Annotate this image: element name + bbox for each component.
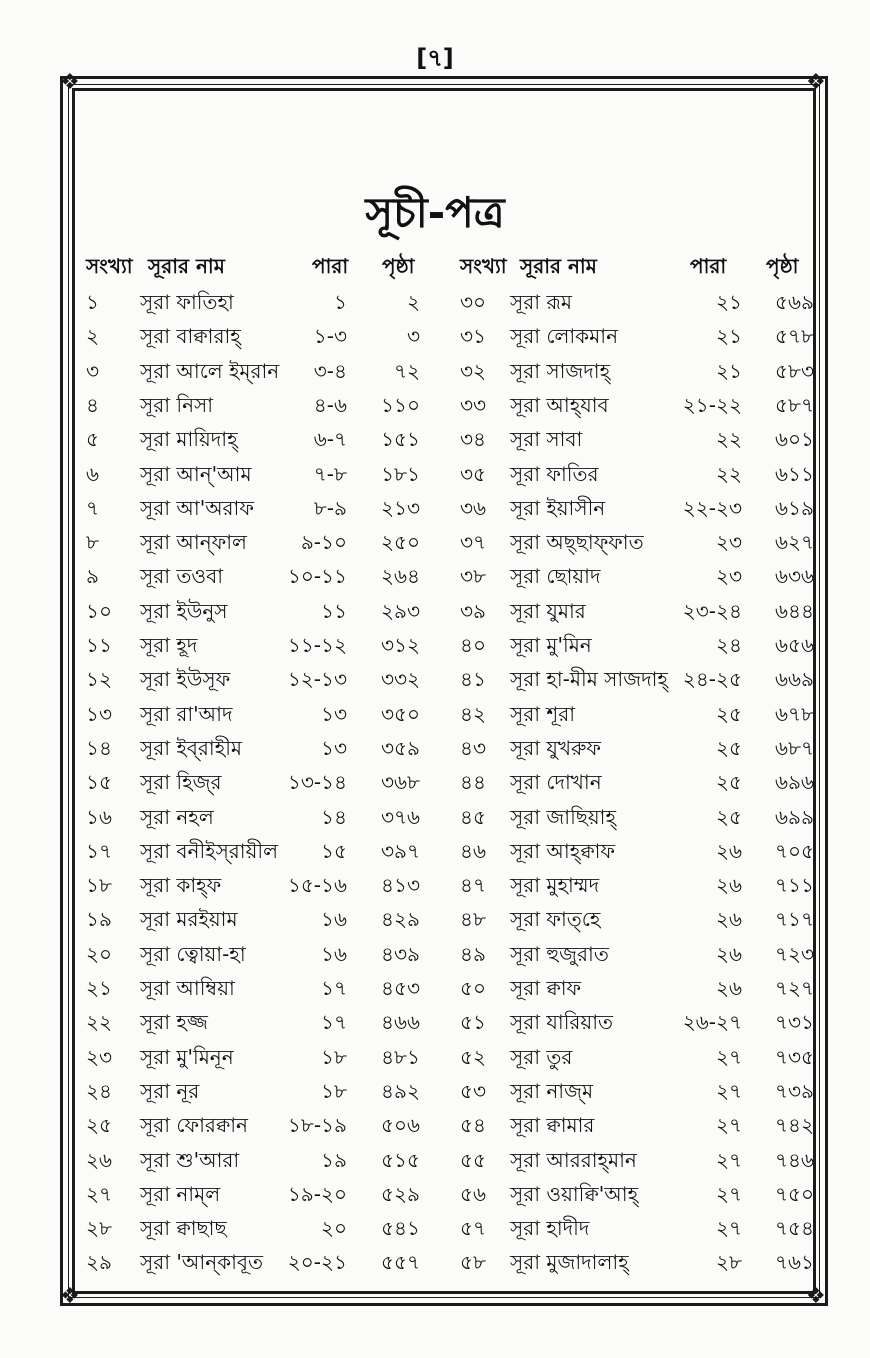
surah-name: সূরা বনীইস্‌রায়ীল [140, 838, 278, 863]
para-value: ২৬ [715, 838, 742, 863]
surah-name: সূরা সাজদাহ্ [510, 358, 611, 383]
page-value: ৬১১ [775, 461, 814, 486]
page-value: ৬৫৬ [775, 633, 814, 657]
surah-name: সূরা অছ্‌ছাফ্‌ফাত [510, 530, 644, 555]
para-value: ২৭ [715, 1078, 742, 1103]
page-value: ৫৫৭ [381, 1250, 420, 1275]
surah-name: সূরা ছোয়াদ [510, 564, 601, 589]
page-value: ৭১১ [775, 873, 814, 898]
surah-number: ৪৫ [460, 804, 486, 829]
surah-name: সূরা ফোরক্বান [140, 1113, 248, 1138]
table-row [0, 562, 870, 596]
surah-number: ৪ [86, 392, 99, 417]
surah-number: ১১ [86, 633, 112, 657]
page-title: সূচী-পত্র [365, 188, 505, 237]
surah-name: সূরা দোখান [510, 770, 602, 795]
table-row [0, 391, 870, 425]
para-value: ১৩ [321, 735, 347, 760]
surah-name: সূরা ক্বাছাছ [140, 1216, 227, 1241]
surah-name: সূরা হাদীদ [510, 1216, 590, 1241]
page-value: ৭৬১ [775, 1250, 814, 1275]
para-value: ১৮ [321, 1078, 347, 1103]
para-value: ২২ [715, 427, 742, 452]
surah-name: সূরা আলে ইম্‌রান [140, 358, 280, 383]
para-value: ১১ [321, 598, 347, 623]
para-value: ২৩-২৪ [682, 598, 742, 623]
surah-number: ৫৫ [460, 1147, 486, 1172]
para-value: ১ [334, 290, 347, 314]
para-value: ২৫ [716, 770, 742, 795]
surah-name: সূরা নহল [140, 804, 214, 829]
surah-number: ৩৮ [460, 564, 486, 589]
surah-name: সূরা হুজুরাত [510, 941, 609, 966]
para-value: ৭-৮ [313, 461, 347, 486]
surah-number: ৪৪ [460, 770, 486, 795]
page-value: ৬৯৬ [775, 770, 814, 795]
para-value: ১২-১৩ [287, 667, 347, 692]
page-value: ৭৪৬ [775, 1147, 814, 1172]
surah-name: সূরা আম্বিয়া [140, 976, 235, 1000]
surah-number: ৩৩ [460, 392, 487, 417]
surah-number: ৩৭ [460, 530, 487, 555]
page-value: ৩৯৭ [381, 838, 420, 863]
header-name-2: সূরার নাম [520, 254, 597, 278]
surah-name: সূরা আহ্‌যাব [510, 392, 609, 417]
table-row [0, 288, 870, 322]
surah-number: ২৯ [86, 1250, 112, 1275]
para-value: ১৮-১৯ [287, 1113, 347, 1138]
surah-name: সূরা নূর [140, 1078, 200, 1103]
page-value: ২ [406, 290, 420, 314]
para-value: ২৫ [716, 735, 742, 760]
surah-name: সূরা নিসা [140, 392, 214, 417]
page-value: ৩১২ [381, 633, 420, 657]
surah-number: ৫২ [460, 1044, 486, 1069]
table-row [0, 837, 870, 871]
para-value: ১০-১১ [287, 564, 347, 589]
surah-name: সূরা আন্‌ফাল [140, 530, 247, 555]
table-row [0, 631, 870, 665]
surah-number: ৩৯ [460, 598, 486, 623]
page-value: ৬৮৭ [775, 735, 814, 760]
para-value: ২১ [716, 324, 742, 349]
page-value: ৫২৯ [381, 1181, 420, 1206]
para-value: ২১ [716, 290, 742, 314]
table-row [0, 460, 870, 494]
page-value: ৭২ [393, 358, 420, 383]
corner-ornament-icon: ❖ [806, 70, 826, 95]
surah-number: ২২ [86, 1010, 113, 1035]
para-value: ১৯ [321, 1147, 347, 1172]
para-value: ১৪ [321, 804, 347, 829]
table-row [0, 974, 870, 1008]
para-value: ২৫ [716, 701, 742, 726]
page-value: ১১০ [381, 392, 420, 417]
para-value: ২৫ [716, 804, 742, 829]
page-value: ৭৪২ [775, 1113, 814, 1138]
surah-name: সূরা শু'আরা [140, 1147, 240, 1172]
para-value: ৩-৪ [313, 358, 347, 383]
corner-ornament-icon: ❖ [60, 1284, 80, 1309]
table-row [0, 768, 870, 802]
page-value: ৭০৫ [775, 838, 814, 863]
surah-number: ২৮ [86, 1216, 112, 1241]
surah-number: ১৭ [86, 838, 112, 863]
surah-number: ২৪ [86, 1078, 112, 1103]
surah-number: ৪৬ [460, 838, 486, 863]
table-row [0, 1248, 870, 1282]
para-value: ২৬ [715, 976, 742, 1000]
para-value: ২৭ [715, 1181, 742, 1206]
surah-number: ৪০ [460, 633, 486, 657]
para-value: ১৬ [321, 941, 347, 966]
table-row [0, 322, 870, 356]
table-row [0, 905, 870, 939]
surah-number: ২৫ [86, 1113, 112, 1138]
surah-name: সূরা নাম্‌ল [140, 1181, 221, 1206]
page-value: ৩৬৮ [381, 770, 420, 795]
surah-name: সূরা বাক্বারাহ্ [140, 324, 241, 349]
table-row [0, 665, 870, 699]
surah-number: ১০ [86, 598, 112, 623]
surah-name: সূরা মায়িদাহ্ [140, 427, 238, 452]
para-value: ১৯-২০ [287, 1181, 347, 1206]
surah-number: ৯ [86, 564, 99, 589]
para-value: ১৩-১৪ [287, 770, 347, 795]
page-value: ৪৬৬ [381, 1010, 420, 1035]
para-value: ২৬ [715, 873, 742, 898]
surah-name: সূরা ইব্‌রাহীম [140, 735, 243, 760]
para-value: ১৭ [321, 1010, 347, 1035]
para-value: ১৬ [321, 907, 347, 932]
para-value: ২৭ [715, 1216, 742, 1241]
surah-number: ৩১ [460, 324, 486, 349]
surah-name: সূরা যারিয়াত [510, 1010, 614, 1035]
surah-number: ২৭ [86, 1181, 113, 1206]
header-number-2: সংখ্যা [460, 254, 507, 278]
surah-name: সূরা যুমার [510, 598, 586, 623]
surah-number: ৫ [86, 427, 99, 452]
surah-name: সূরা ইয়াসীন [510, 495, 606, 520]
surah-name: সূরা হিজ্‌র [140, 770, 222, 795]
surah-number: ২০ [86, 941, 113, 966]
page-value: ৬৭৮ [775, 701, 814, 726]
para-value: ২৮ [716, 1250, 742, 1275]
page-value: ৭৩৫ [775, 1044, 814, 1069]
para-value: ৮-৯ [313, 495, 347, 520]
surah-number: ৫৭ [460, 1216, 486, 1241]
surah-name: সূরা লোকমান [510, 324, 619, 349]
surah-number: ৩৪ [460, 427, 486, 452]
para-value: ২৬ [715, 907, 742, 932]
surah-number: ৪৯ [460, 941, 486, 966]
page-value: ৫৬৯ [775, 290, 814, 314]
para-value: ২৩ [715, 530, 742, 555]
para-value: ২৭ [715, 1147, 742, 1172]
surah-number: ৩০ [460, 290, 487, 314]
surah-name: সূরা ক্বামার [510, 1113, 595, 1138]
table-row [0, 1043, 870, 1077]
table-row [0, 871, 870, 905]
surah-name: সূরা সাবা [510, 427, 583, 452]
surah-number: ৫১ [460, 1010, 486, 1035]
surah-name: সূরা রূম [510, 290, 573, 314]
surah-name: সূরা ত্বোয়া-হা [140, 941, 246, 966]
surah-name: সূরা হা-মীম সাজদাহ্ [510, 667, 668, 692]
para-value: ২৩ [715, 564, 742, 589]
para-value: ৬-৭ [313, 427, 347, 452]
surah-number: ১৪ [86, 735, 112, 760]
surah-name: সূরা নাজ্‌ম [510, 1078, 594, 1103]
page-value: ৩৫০ [381, 701, 420, 726]
surah-number: ৫০ [460, 976, 486, 1000]
page-value: ২৯৩ [381, 598, 420, 623]
surah-name: সূরা হজ্জ [140, 1010, 208, 1035]
page-number: [৭] [416, 44, 454, 72]
surah-name: সূরা তওবা [140, 564, 224, 589]
page-value: ৬৪৪ [775, 598, 814, 623]
para-value: ১১-১২ [287, 633, 347, 657]
header-page-2: পৃষ্ঠা [766, 254, 799, 278]
page-value: ৩৭৬ [380, 804, 420, 829]
para-value: ২২-২৩ [682, 495, 742, 520]
table-row [0, 940, 870, 974]
page-value: ৬৩৬ [774, 564, 814, 589]
para-value: ১৫-১৬ [287, 873, 347, 898]
surah-number: ১৬ [86, 804, 112, 829]
surah-name: সূরা ক্বাফ [510, 976, 582, 1000]
para-value: ২১ [716, 358, 742, 383]
surah-number: ৫৩ [460, 1078, 486, 1103]
surah-number: ৬ [86, 461, 100, 486]
page-value: ২৬৪ [381, 564, 420, 589]
corner-ornament-icon: ❖ [60, 70, 80, 95]
surah-name: সূরা হূদ [140, 633, 198, 657]
surah-name: সূরা মু'মিন [510, 633, 592, 657]
page-value: ৪৩৯ [381, 941, 420, 966]
page-value: ৭৩৯ [775, 1078, 814, 1103]
page-value: ৫৭৮ [775, 324, 814, 349]
page-value: ১৮১ [381, 461, 420, 486]
surah-number: ৪১ [460, 667, 486, 692]
header-para: পারা [312, 254, 349, 278]
corner-ornament-icon: ❖ [806, 1284, 826, 1309]
surah-name: সূরা জাছিয়াহ্ [510, 804, 616, 829]
para-value: ২৪-২৫ [682, 667, 742, 692]
table-row [0, 425, 870, 459]
surah-name: সূরা আন্‌'আম [140, 461, 252, 486]
surah-name: সূরা ওয়াক্বি'আহ্ [510, 1181, 639, 1206]
para-value: ২০-২১ [287, 1250, 347, 1275]
page-value: ১৫১ [381, 427, 420, 452]
page-value: ৪৯২ [381, 1078, 420, 1103]
para-value: ২২ [715, 461, 742, 486]
para-value: ২০ [320, 1216, 347, 1241]
table-row [0, 528, 870, 562]
surah-number: ৩৫ [460, 461, 486, 486]
table-row [0, 700, 870, 734]
para-value: ২৬ [715, 941, 742, 966]
surah-name: সূরা ফাতিহা [140, 290, 234, 314]
para-value: ২৬-২৭ [682, 1010, 742, 1035]
header-name: সূরার নাম [148, 254, 225, 278]
surah-name: সূরা রা'আদ [140, 701, 233, 726]
surah-name: সূরা ফাত্‌হে [510, 907, 601, 932]
para-value: ২৭ [715, 1113, 742, 1138]
table-row [0, 1008, 870, 1042]
surah-name: সূরা তুর [510, 1044, 573, 1069]
para-value: ২৭ [715, 1044, 742, 1069]
page-value: ৫৪১ [381, 1216, 420, 1241]
para-value: ৪-৬ [313, 392, 347, 417]
table-row [0, 1146, 870, 1180]
surah-name: সূরা শূরা [510, 701, 576, 726]
surah-name: সূরা মুজাদালাহ্ [510, 1250, 629, 1275]
surah-number: ১৯ [86, 907, 112, 932]
page-value: ৬৯৯ [775, 804, 814, 829]
surah-number: ৪৭ [460, 873, 486, 898]
page-value: ৪১৩ [381, 873, 420, 898]
surah-number: ১৮ [86, 873, 112, 898]
surah-number: ৫৮ [460, 1250, 486, 1275]
surah-number: ১ [86, 290, 99, 314]
page-value: ৭৫৪ [775, 1216, 814, 1241]
page-value: ৪৮১ [381, 1044, 420, 1069]
surah-number: ২ [86, 324, 100, 349]
page-value: ৫১৫ [381, 1147, 420, 1172]
page-value: ৪২৯ [381, 907, 420, 932]
surah-number: ৪২ [460, 701, 486, 726]
surah-number: ২৬ [86, 1147, 113, 1172]
surah-number: ৩২ [460, 358, 487, 383]
para-value: ২৪ [716, 633, 742, 657]
header-page: পৃষ্ঠা [382, 254, 415, 278]
page-value: ৩৩২ [380, 667, 420, 692]
para-value: ১৫ [321, 838, 347, 863]
header-number: সংখ্যা [86, 254, 133, 278]
para-value: ৯-১০ [300, 530, 347, 555]
surah-number: ৪৮ [460, 907, 486, 932]
surah-number: ৮ [86, 530, 99, 555]
table-row [0, 494, 870, 528]
surah-number: ৫৬ [460, 1181, 486, 1206]
para-value: ১-৩ [313, 324, 347, 349]
surah-name: সূরা যুখরুফ [510, 735, 601, 760]
page-value: ৭২৭ [774, 976, 814, 1000]
surah-name: সূরা ইউনুস [140, 598, 228, 623]
page-value: ৭২৩ [774, 941, 814, 966]
surah-name: সূরা মু'মিনূন [140, 1044, 234, 1069]
surah-number: ৫৪ [460, 1113, 486, 1138]
page-value: ৬৬৯ [775, 667, 814, 692]
surah-name: সূরা ইউসূফ [140, 667, 231, 692]
surah-number: ২১ [86, 976, 112, 1000]
para-value: ২১-২২ [682, 392, 742, 417]
table-row [0, 1214, 870, 1248]
para-value: ১৭ [321, 976, 347, 1000]
table-row [0, 357, 870, 391]
surah-name: সূরা 'আন্‌কাবূত [140, 1250, 264, 1275]
surah-name: সূরা মুহাম্মদ [510, 873, 600, 898]
surah-name: সূরা আররাহ্‌মান [510, 1147, 637, 1172]
para-value: ১৮ [321, 1044, 347, 1069]
table-row [0, 734, 870, 768]
surah-number: ১৫ [86, 770, 112, 795]
table-row [0, 597, 870, 631]
page-value: ৫০৬ [381, 1113, 420, 1138]
page-value: ৭৩১ [775, 1010, 814, 1035]
page-value: ৫৮৭ [775, 392, 814, 417]
surah-name: সূরা মরইয়াম [140, 907, 238, 932]
surah-number: ৩৬ [460, 495, 487, 520]
surah-number: ৪৩ [460, 735, 486, 760]
table-row [0, 1111, 870, 1145]
page-value: ৭১৭ [775, 907, 814, 932]
page-value: ৭৫০ [775, 1181, 814, 1206]
page-value: ৫৮৩ [775, 358, 814, 383]
page-value: ৬২৭ [774, 530, 814, 555]
table-row [0, 1077, 870, 1111]
page-value: ২১৩ [381, 495, 420, 520]
page-value: ৪৫৩ [381, 976, 420, 1000]
page-value: ৩ [406, 324, 420, 349]
table-row [0, 1180, 870, 1214]
surah-number: ৭ [86, 495, 100, 520]
surah-name: সূরা আহ্‌ক্বাফ [510, 838, 615, 863]
surah-number: ১২ [86, 667, 112, 692]
surah-name: সূরা আ'অরাফ [140, 495, 254, 520]
page-value: ৩৫৯ [381, 735, 420, 760]
header-para-2: পারা [690, 254, 727, 278]
surah-number: ১৩ [86, 701, 112, 726]
page-value: ২৫০ [381, 530, 420, 555]
surah-name: সূরা কাহ্‌ফ [140, 873, 222, 898]
surah-number: ৩ [86, 358, 100, 383]
page-value: ৬১৯ [775, 495, 814, 520]
surah-name: সূরা ফাতির [510, 461, 599, 486]
surah-number: ২৩ [86, 1044, 113, 1069]
table-row [0, 803, 870, 837]
para-value: ১৩ [321, 701, 347, 726]
page-value: ৬০১ [775, 427, 814, 452]
